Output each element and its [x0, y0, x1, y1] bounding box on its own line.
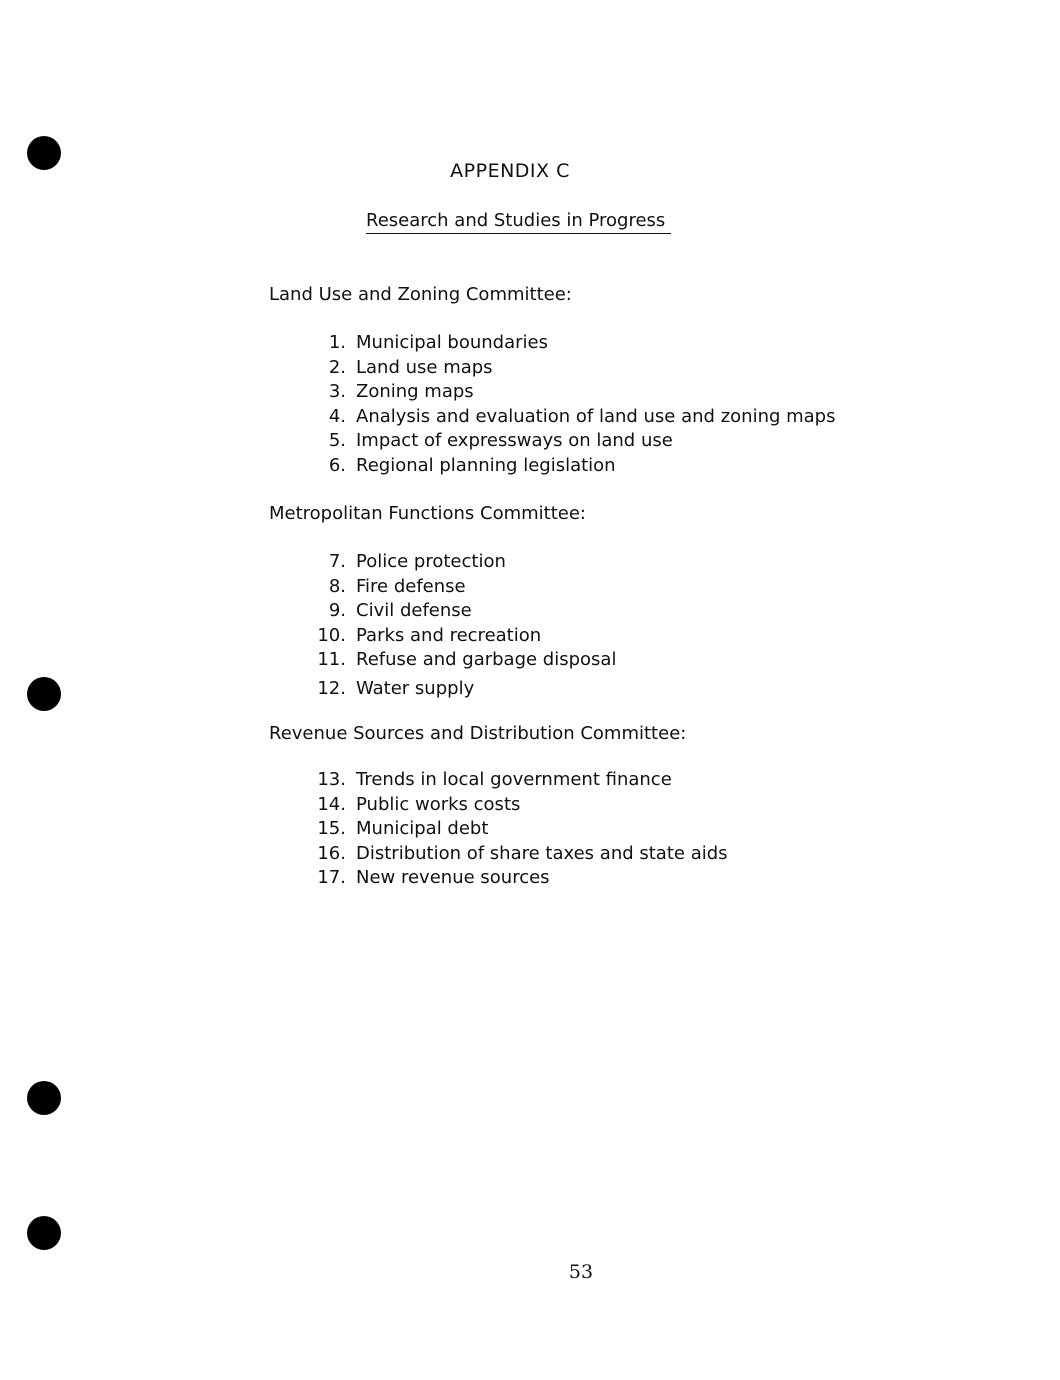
- item-text: Police protection: [356, 551, 506, 572]
- item-text: Land use maps: [356, 356, 493, 378]
- item-text: Municipal boundaries: [356, 332, 548, 353]
- list-item: [300, 768, 728, 793]
- item-text: Zoning maps: [356, 381, 474, 402]
- list-item: [300, 356, 836, 381]
- binder-hole: [27, 677, 61, 711]
- item-number: 3 .: [300, 380, 346, 405]
- item-number: 14 .: [300, 793, 346, 818]
- section-heading-land-use: Land Use and Zoning Committee:: [269, 284, 572, 305]
- item-number: 11 .: [300, 648, 346, 673]
- item-number: 16 .: [300, 842, 346, 867]
- item-number: 8 .: [300, 575, 346, 600]
- item-number: 1 .: [300, 331, 346, 356]
- item-number: 2 .: [300, 356, 346, 381]
- item-number: 12 .: [300, 677, 346, 702]
- list-item: [300, 454, 836, 479]
- item-text: Municipal debt: [356, 818, 489, 839]
- list-item: [300, 380, 836, 405]
- item-number: 10 .: [300, 624, 346, 649]
- item-text: Parks and recreation: [356, 624, 542, 646]
- binder-hole: [27, 1081, 61, 1115]
- list-item: [300, 575, 616, 600]
- item-text: Distribution of share taxes and state aids: [356, 842, 728, 864]
- section-heading-metropolitan-functions: Metropolitan Functions Committee:: [269, 503, 586, 524]
- item-number: 6 .: [300, 454, 346, 479]
- item-text: Regional planning legislation: [356, 454, 616, 476]
- appendix-title: APPENDIX C: [450, 160, 570, 182]
- list-item: [300, 624, 616, 649]
- item-text: Water supply: [356, 677, 475, 699]
- list-item: [300, 429, 836, 454]
- appendix-subtitle: Research and Studies in Progress: [366, 210, 671, 234]
- binder-hole: [27, 1216, 61, 1250]
- item-number: 5 .: [300, 429, 346, 454]
- item-number: 9 .: [300, 599, 346, 624]
- item-number: 17 .: [300, 866, 346, 891]
- item-number: 7 .: [300, 550, 346, 575]
- list-item: [300, 405, 836, 430]
- section-list-land-use: [300, 331, 836, 478]
- item-text: Refuse and garbage disposal: [356, 649, 617, 670]
- item-text: Public works costs: [356, 793, 521, 815]
- list-item: [300, 599, 616, 624]
- list-item: [300, 817, 728, 842]
- item-text: Trends in local government finance: [356, 769, 672, 790]
- item-text: New revenue sources: [356, 867, 550, 888]
- list-item: [300, 793, 728, 818]
- item-text: Analysis and evaluation of land use and zoning maps: [356, 405, 836, 427]
- list-item: [300, 331, 836, 356]
- item-text: Civil defense: [356, 600, 472, 621]
- section-list-revenue-sources: [300, 768, 728, 891]
- item-number: 15 .: [300, 817, 346, 842]
- item-text: Impact of expressways on land use: [356, 430, 673, 451]
- list-item: [300, 550, 616, 575]
- list-item: [300, 677, 616, 702]
- list-item: [300, 648, 616, 673]
- item-text: Fire defense: [356, 575, 466, 597]
- section-list-metropolitan-functions: [300, 550, 616, 701]
- list-item: [300, 866, 728, 891]
- list-item: [300, 842, 728, 867]
- page-number: 53: [568, 1261, 594, 1283]
- item-number: 13 .: [300, 768, 346, 793]
- section-heading-revenue-sources: Revenue Sources and Distribution Committee:: [269, 723, 687, 744]
- item-number: 4 .: [300, 405, 346, 430]
